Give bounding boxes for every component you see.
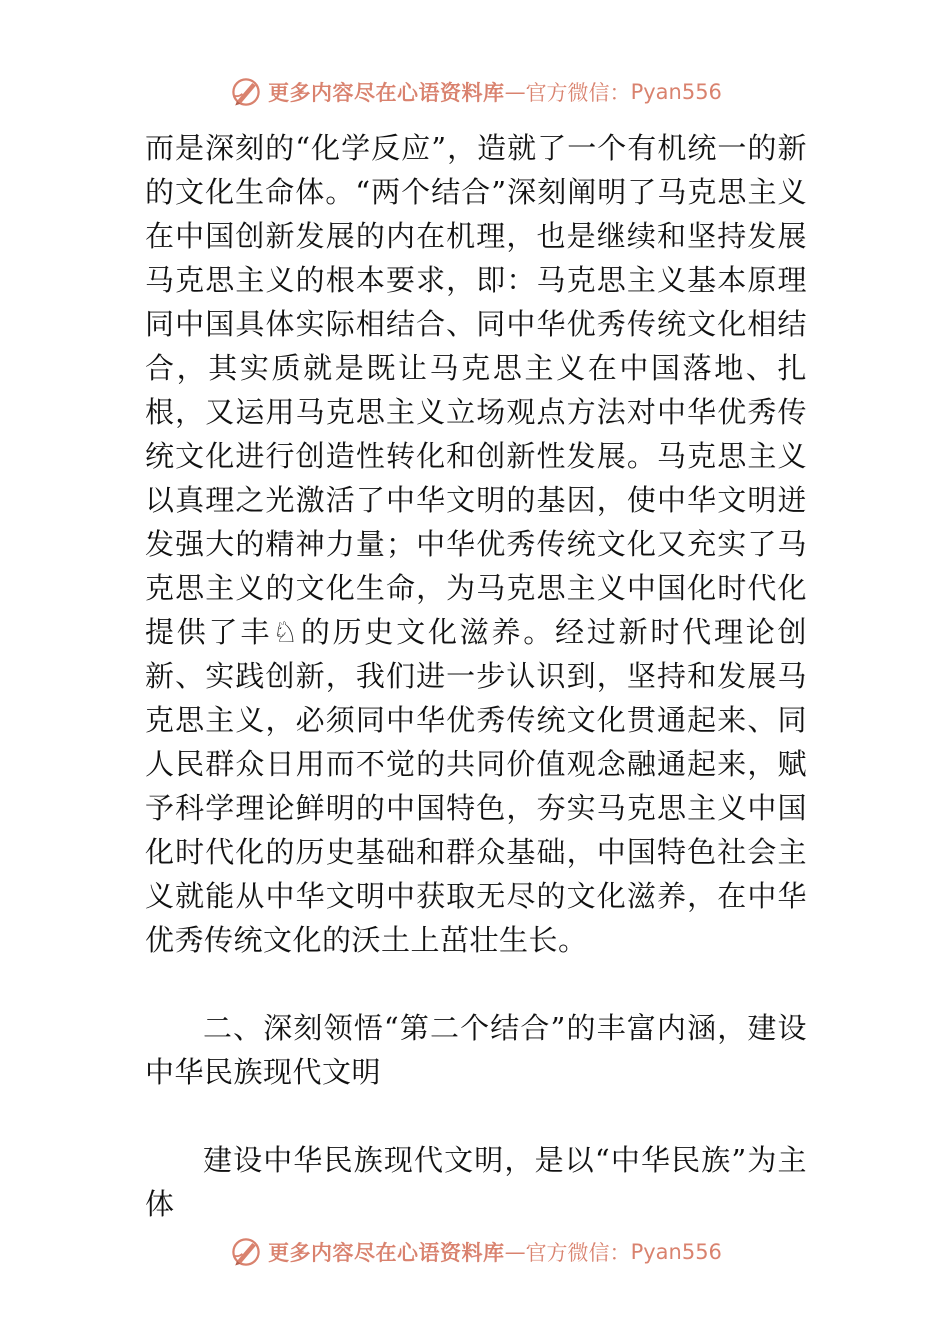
paragraph-2: 建设中华民族现代文明，是以“中华民族”为主体 (145, 1143, 807, 1221)
banner-wechat-label: 官方微信： (525, 1241, 631, 1265)
section-heading: 二、深刻领悟“第二个结合”的丰富内涵，建设中华民族现代文明 (145, 1011, 807, 1089)
banner-separator: — (504, 1240, 526, 1264)
paragraph-1: 而是深刻的“化学反应”，造就了一个有机统一的新的文化生命体。“两个结合”深刻阐明了马克思主义在中国创新发展的内在机理，也是继续和坚持发展马克思主义的根本要求，即：马克思主义基本原理同中国具体实际相结合、同中华优秀传统文化相结合，其实质就是既让马克思主义在中国落地、扎根，又运用马克思主义立场观点方法对中华优秀传统文化进行创造性转化和创新性发展。马克思主义以真理之光激活了中华文明的基因，使中华文明迸发强大的精神力量；中华优秀传统文化又充实了马克思主义的文化生命，为马克思主义中国化时代化提供了丰♘的历史文化滋养。经过新时代理论创新、实践创新，我们进一步认识到，坚持和发展马克思主义，必须同中华优秀传统文化贯通起来、同人民群众日用而不觉的共同价值观念融通起来，赋予科学理论鲜明的中国特色，夯实马克思主义中国化时代化的历史基础和群众基础，中国特色社会主义就能从中华文明中获取无尽的文化滋养，在中华优秀传统文化的沃土上茁壮生长。 (145, 131, 807, 957)
pen-logo-icon (228, 1234, 264, 1270)
banner-wechat-id: Pyan556 (630, 1240, 722, 1264)
document-body (145, 126, 807, 1226)
pen-logo-icon (228, 74, 264, 110)
banner-title: 更多内容尽在心语资料库 (268, 1240, 505, 1265)
banner-separator: — (504, 80, 526, 104)
banner-wechat-label: 官方微信： (525, 81, 631, 105)
banner-wechat-id: Pyan556 (630, 80, 722, 104)
header-banner (0, 70, 950, 114)
footer-banner (0, 1230, 950, 1274)
banner-title: 更多内容尽在心语资料库 (268, 80, 505, 105)
